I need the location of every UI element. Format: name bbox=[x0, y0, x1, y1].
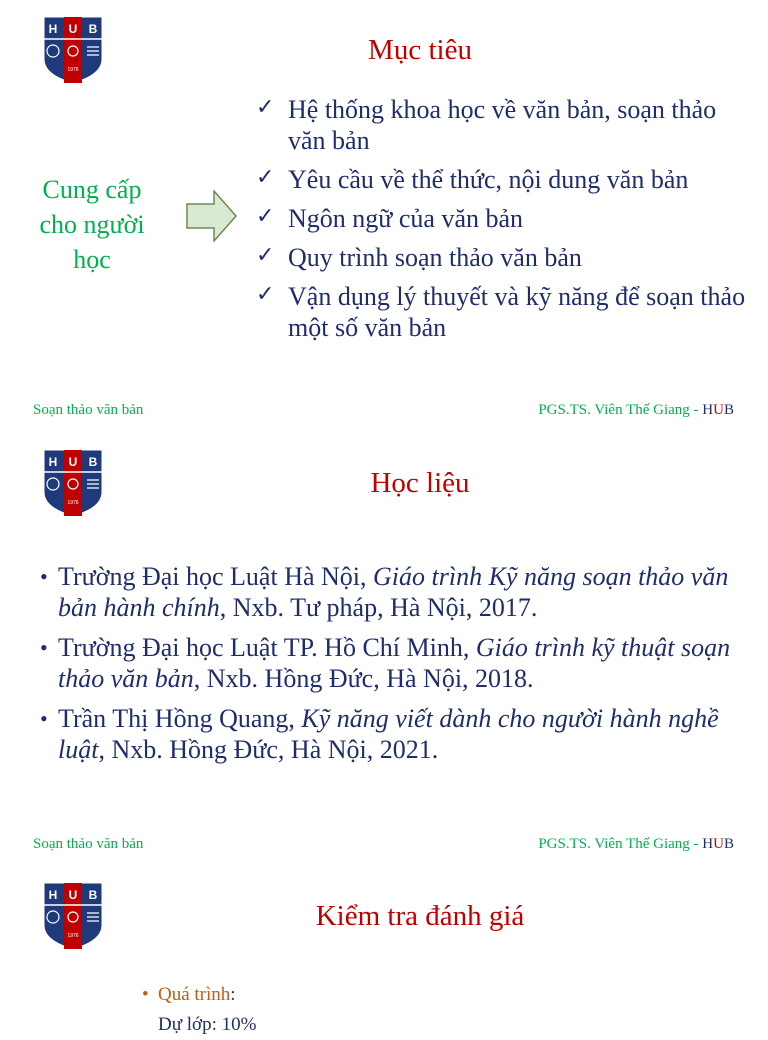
bullet-icon: • bbox=[142, 984, 149, 1005]
checkmark-icon: ✓ bbox=[256, 281, 275, 306]
logo-letter-h: H bbox=[48, 455, 58, 469]
logo-year: 1976 bbox=[67, 933, 79, 939]
references-list bbox=[40, 561, 740, 774]
logo-letter-b: B bbox=[88, 888, 98, 902]
list-item: ✓ Hệ thống khoa học về văn bản, soạn thảo văn bản bbox=[256, 94, 746, 156]
left-caption: Cung cấp cho người học bbox=[39, 175, 145, 274]
checkmark-icon: ✓ bbox=[256, 203, 275, 228]
checkmark-icon: ✓ bbox=[256, 94, 275, 119]
list-item: ✓ Quy trình soạn thảo văn bản bbox=[256, 242, 746, 273]
logo-letter-h: H bbox=[48, 888, 58, 902]
logo-letter-h: H bbox=[48, 22, 58, 36]
logo-year: 1976 bbox=[67, 67, 79, 73]
list-item: • Trường Đại học Luật TP. Hồ Chí Minh, Giáo trình kỹ thuật soạn thảo văn bản, Nxb. Hồng Đức, Hà Nội, 2018. bbox=[40, 633, 731, 693]
logo-year: 1976 bbox=[67, 500, 79, 506]
objectives-list bbox=[256, 94, 746, 351]
list-item: ✓ Vận dụng lý thuyết và kỹ năng để soạn thảo một số văn bản bbox=[256, 281, 746, 343]
hub-logo bbox=[42, 881, 104, 951]
assessment-list bbox=[142, 980, 256, 1040]
right-arrow-icon bbox=[186, 190, 238, 242]
footer-author: PGS.TS. Viên Thế Giang - HUB bbox=[538, 402, 734, 418]
logo-letter-u: U bbox=[68, 888, 78, 902]
slide-materials bbox=[0, 433, 768, 866]
slide-title: Kiểm tra đánh giá bbox=[315, 900, 525, 932]
slide-title: Mục tiêu bbox=[368, 34, 472, 66]
logo-letter-u: U bbox=[68, 455, 78, 469]
bullet-icon: • bbox=[40, 635, 48, 660]
slide-objectives bbox=[0, 0, 768, 433]
list-item: • Trường Đại học Luật Hà Nội, Giáo trình Kỹ năng soạn thảo văn bản hành chính, Nxb. Tư pháp, Hà Nội, 2017. bbox=[40, 562, 729, 622]
list-item: ✓ Yêu cầu về thể thức, nội dung văn bản bbox=[256, 164, 746, 195]
hub-logo bbox=[42, 448, 104, 518]
list-item: ✓ Ngôn ngữ của văn bản bbox=[256, 203, 746, 234]
logo-letter-b: B bbox=[88, 455, 98, 469]
footer-course: Soạn thảo văn bản bbox=[33, 836, 144, 852]
slide-assessment bbox=[0, 866, 768, 1035]
slide-title: Học liệu bbox=[370, 467, 470, 499]
list-item: Dự lớp: 10% bbox=[158, 1014, 257, 1035]
footer-author: PGS.TS. Viên Thế Giang - HUB bbox=[538, 836, 734, 852]
footer-course: Soạn thảo văn bản bbox=[33, 402, 144, 418]
list-item: • Trần Thị Hồng Quang, Kỹ năng viết dành cho người hành nghề luật, Nxb. Hồng Đức, Hà Nội, 2021. bbox=[40, 704, 719, 764]
checkmark-icon: ✓ bbox=[256, 164, 275, 189]
checkmark-icon: ✓ bbox=[256, 242, 275, 267]
logo-letter-b: B bbox=[88, 22, 98, 36]
logo-letter-u: U bbox=[68, 22, 78, 36]
list-item: • Quá trình: bbox=[142, 980, 256, 1010]
hub-logo bbox=[42, 15, 104, 85]
bullet-icon: • bbox=[40, 706, 48, 731]
bullet-icon: • bbox=[40, 564, 48, 589]
